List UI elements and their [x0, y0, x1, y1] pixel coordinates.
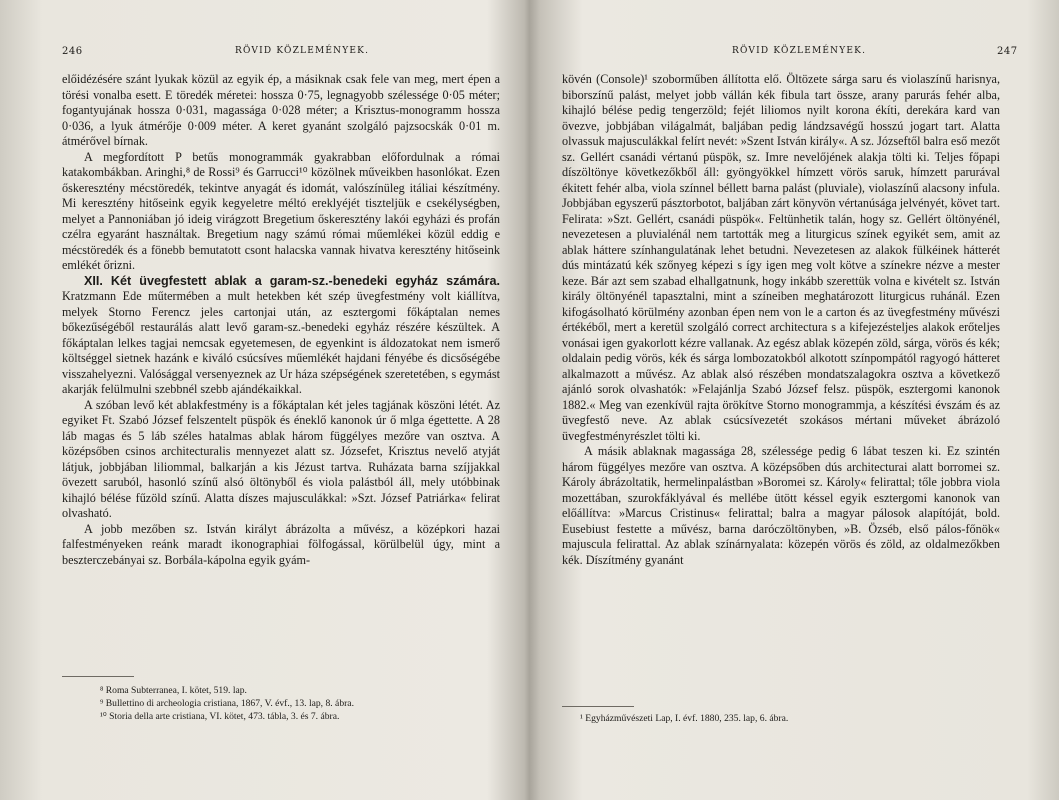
body-text	[562, 72, 1000, 568]
paragraph: előidézésére szánt lyukak közül az egyik ép, a másiknak csak fele van meg, mert épen a törési vonalba esett. E töredék méretei: hossza 0·75, legnagyobb szélessége 0·05 méter; fogantyujának hossza 0·031, magassága 0·028 méter; a Krisztus-monogramm hossza 0·036, a lyuk átmérője 0·009 méter. A keret gyanánt szolgáló pajzsocskák 0·01 m. átmérővel bírnak.	[62, 72, 500, 148]
paragraph: A szóban levő két ablakfestmény is a főkáptalan két jeles tagjának köszöni létét. Az egyiket Ft. Szabó József felszentelt püspök és éneklő kanonok úr ő mlga égettette. A 28 láb magas és 5 láb széles hatalmas ablak három függélyes mezőre van osztva. A középsőben csinos architecturalis mennyezet alatt sz. Józsefet, Krisztus nevelő atyját látjuk, jobbjában liliommal, balkarján a kis Jézust tartva. Ruházata barna szíjjakkal övezett saruból, hasonló színű alsó öltönyből és viola palástból áll, mely utóbbinak kihajló bélése fűzöld színű. Alatta díszes majusculákkal: »Szt. József Patriárka« felirat olvasható.	[62, 397, 500, 520]
paragraph: A másik ablaknak magassága 28, szélessége pedig 6 lábat teszen ki. Ez szintén három függélyes mezőre van osztva. A középsőben dús architecturai alatt borromei sz. Károly ábrázoltatik, hermelinpalástban »Boromei sz. Károly« felirattal; tőle jobbra viola mozettában, szurokfáklyával és mellébe ütött késsel egyik esztergomi kanonok van előállítva: »Marcus Cristinus« felirattal; balra a magyar pálosok alapítóját, bold. Eusebiust festette a művész, barna daróczöltönyben, »B. Özséb, első pálos-főnök« majuscula felirattal. Az ablak színárnyalata: közepén vörös és zöld, az oldalmezőkben kék. Díszítmény gyanánt	[562, 444, 1000, 567]
footnote-rule	[62, 676, 134, 677]
paragraph: A megfordított P betűs monogrammák gyakrabban előfordulnak a római katakombákban. Aringhi,⁸ de Rossi⁹ és Garrucci¹⁰ közölnek műveikben hasonlókat. Ezen őskeresztény mécstöredék, tekintve anyagát és idomát, valószínüleg itáliai készítmény. Mi keresztény hitőseink egyik kegyeletre méltó ereklyéjét tiszteljük e csekélységben, melyet a Pannoniában jó ideig virágzott Bregetium őskeresztény lakói egyházi és profán czélra egyaránt használtak. Bregetium nagy számú római műemlékei közül eddig e mécstöredék és a fönebb bemutatott csont halacska vannak hivatva keresztény hitőseink emlékét őrizni.	[62, 149, 500, 272]
paragraph: A jobb mezőben sz. István királyt ábrázolta a művész, a középkori hazai falfestményeken reánk maradt ikonographiai fölfogással, körülbelül úgy, mint a beszterczebányai sz. Borbála-kápolna egyik gyám-	[62, 521, 500, 567]
page-number: 247	[997, 46, 1018, 57]
paragraph-text: Kratzmann Ede műtermében a mult hetekben két szép üvegfestmény volt kiállítva, melyek Storno Ferencz jeles cartonjai után, az esztergomi főkáptalan nemes bőkezűségéből restaurálás alatt levő garam-sz.-benedeki egyház részére készültek. A főkáptalan lelkes tagjai nemcsak egyetemesen, de egyenkint is áldozatokat nem ismerő költséggel sietnek hazánk e kiváló csúcsíves műemlékét hajdani fényébe és dicsőségébe visszahelyezni. Valósággal versenyeznek az Ur háza szépségének szeretetében, s egymást akarják felülmulni szebbnél szebb ajándékaikkal.	[62, 289, 500, 396]
footnote: ⁹ Bullettino di archeologia cristiana, 1867, V. évf., 13. lap, 8. ábra.	[100, 698, 354, 709]
right-page	[530, 0, 1059, 800]
footnotes	[100, 684, 500, 723]
running-title: RÖVID KÖZLEMÉNYEK.	[732, 46, 867, 56]
section-heading: XII. Két üvegfestett ablak a garam-sz.-benedeki egyház számára.	[84, 273, 500, 288]
footnote-rule	[562, 706, 634, 707]
page-number: 246	[62, 46, 83, 57]
footnote: ⁸ Roma Subterranea, I. kötet, 519. lap.	[100, 685, 247, 696]
section-paragraph	[62, 274, 500, 398]
footnote: ¹ Egyházművészeti Lap, I. évf. 1880, 235. lap, 6. ábra.	[580, 713, 789, 724]
footnotes	[580, 712, 1000, 725]
paragraph: kövén (Console)¹ szoborműben állította elő. Öltözete sárga saru és violaszínű harisnya, biborszínű palást, melyet jobb vállán kék fibula tart össze, arany parurás fehér alba, kihajló bélése pedig tengerzöld; fejét liliomos nyilt korona ékíti, derekára kard van övezve, jobbjában világalmát, baljában pedig lándzsavégű hosszú jogart tart. Alatta olvassuk majusculákkal felírt nevét: »Szent István király«. A sz. Józseftől balra eső mezőt sz. Gellért csanádi vértanú püspök, sz. Imre nevelőjének alakja tölti ki. Teljes főpapi díszöltönye következőkből áll: gyöngyökkel hímzett vörös saruk, hímzett parurával ékitett fehér alba, viola színnel béllett barna palást (pluviale), violaszínű alacsony infula. Jobbjában egyszerű pásztorbotot, baljában zárt könyvön vértanúsága jelvényét, követ tart. Felirata: »Szt. Gellért, csanádi püspök«. Feltünhetik talán, hogy sz. Gellért öltönyénél, nevezetesen a pluvialénál nem tartották meg a liturgicus színek egyikét sem, amit az ablak háttere színhangulatának lehet betudni. Nevezetesen az alakok fülkéinek hátterét dús mintázatú kék szőnyeg képezi s így igen meg volt kötve a színekre nézve a mester keze. Bár azt sem szabad elhallgatnunk, hogy inkább szerettük volna e kivételt sz. István király öltönyénél tapasztalni, mint a színeiben meghatározott liturgicus ruhánál. Ezen kifogásolható körülmény azonban épen nem von le a carton és az üvegfestmény művészi értékéből, mert a keretül szolgáló correct architectura s a kifejezésteljes alakok erőteljes vonásai igen gyakorlott kézre vallanak. Az egész ablak közepén zöld, sárga, vörös és kék; oldalain pedig vörös, kék és sárga lombozatokból alkotott színpompától ragyogó hátteret alkalmazott a művész. Az ablak alsó részében mondatszalagokra osztva a következő ajánló sorok olvashatók: »Felajánlja Szabó József felsz. püspök, esztergomi kanonok 1882.« Meg van ezenkívül rajta örökítve Storno monogrammja, a készítési évszám és az üvegfestő neve. Az ablak csúcsívezetét szokásos mértani műveket ábrázoló üvegfestményrészlet tölti ki.	[562, 72, 1000, 443]
running-title: RÖVID KÖZLEMÉNYEK.	[235, 46, 370, 56]
footnote: ¹⁰ Storia della arte cristiana, VI. kötet, 473. tábla, 3. és 7. ábra.	[100, 711, 340, 722]
body-text	[62, 72, 500, 568]
